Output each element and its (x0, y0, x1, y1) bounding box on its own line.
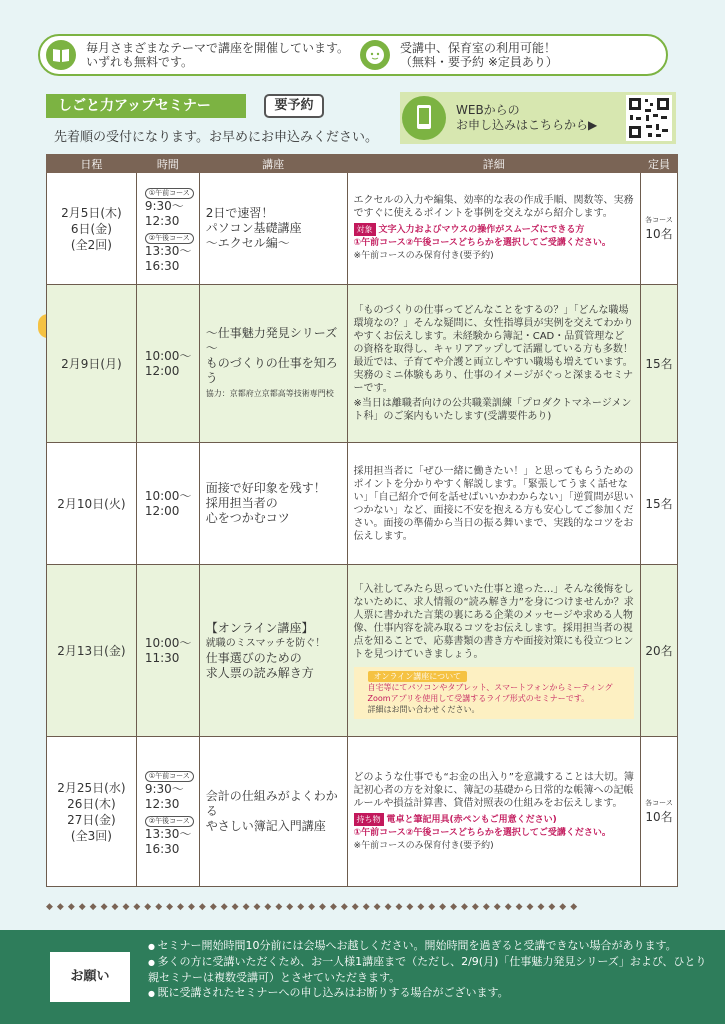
row-detail (347, 173, 640, 285)
free-notice-line2: いずれも無料です。 (86, 55, 194, 69)
course-line: やさしい簿記入門講座 (205, 819, 326, 833)
time-single: 10:00～12:00 (144, 348, 192, 378)
online-note: 詳細はお問い合わせください。 (367, 704, 480, 714)
header-time: 時間 (136, 155, 199, 173)
row-capacity (641, 173, 678, 285)
morning-course-tag: ①午前コース (145, 771, 194, 782)
book-icon (46, 40, 76, 70)
qr-code-icon[interactable] (626, 95, 672, 141)
bring-text: 電卓と筆記用具(赤ペンもご用意ください) (386, 814, 557, 825)
web-apply-line1: WEBからの (456, 103, 520, 117)
capacity-value: 20名 (645, 644, 673, 658)
header-capacity: 定員 (641, 155, 678, 173)
course-cooperation: 協力：京都府立京都高等技術専門校 (205, 389, 334, 398)
row-course (199, 173, 347, 285)
course-line: ～仕事魅力発見シリーズ～ (205, 326, 338, 355)
capacity-value: 10名 (645, 810, 673, 824)
first-come-note: 先着順の受付になります。お早めにお申込みください。 (54, 130, 378, 145)
row-course (199, 443, 347, 565)
row-date (47, 565, 137, 737)
table-row (47, 285, 678, 443)
date-line: 2月5日(木) (61, 205, 122, 220)
course-line: 2日で速習！ (205, 206, 274, 220)
capacity-value: 15名 (645, 357, 673, 371)
divider-dots: ◆◆◆◆◆◆◆◆◆◆◆◆◆◆◆◆◆◆◆◆◆◆◆◆◆◆◆◆◆◆◆◆◆◆◆◆◆◆◆◆◆◆◆◆◆◆◆◆◆ (46, 902, 582, 912)
target-text: 文字入力およびマウスの操作がスムーズにできる方 (378, 225, 585, 235)
footer-item: ● 既に受講されたセミナーへの申し込みはお断りする場合がございます。 (148, 985, 708, 1001)
online-text: 自宅等にてパソコンやタブレット、スマートフォンからミーティングZoomアプリを使用して受講するライブ形式のセミナーです。 (367, 682, 613, 703)
target-chip: 対象 (354, 223, 376, 236)
row-course (199, 285, 347, 443)
date-line: 2月10日(火) (57, 496, 126, 511)
date-line: (全2回) (70, 237, 112, 252)
capacity-each-label: 各コース (645, 216, 673, 224)
course-line: 採用担当者の (205, 496, 278, 510)
smartphone-icon (402, 96, 446, 140)
row-time (136, 565, 199, 737)
detail-text: 「ものづくりの仕事ってどんなことをするの？」「どんな職場環境なの？」そんな疑問に、女性指導員が実例を交えてわかりやすくお伝えします。未経験から簿記・CAD・品質管理などの資格を取得し、キャリアアップして活躍している方も多数！最近では、子育てや介護と両立しやすい職場も増えています。実務のミニ体験もあり、仕事のイメージがぐっと深まるセミナーです。 (353, 305, 634, 394)
date-line: 2月25日(水) (57, 780, 126, 795)
table-row (47, 173, 678, 285)
time-pm: 13:30～16:30 (144, 243, 192, 273)
time-single: 10:00～11:30 (144, 635, 192, 665)
free-notice (40, 40, 352, 70)
time-pm: 13:30～16:30 (144, 826, 192, 856)
detail-text: 「入社してみたら思っていた仕事と違った…」そんな後悔をしないために、求人情報の“読み解き力”を身につけませんか？求人票に書かれた言葉の裏にある企業のメッセージや求める人物像、仕事内容を読み取るコツをお伝えします。採用担当者の視点を知ることで、応募書類の書き方や面接対策にも役立つヒントを見つけていきましょう。 (353, 583, 634, 660)
header-course: 講座 (199, 155, 347, 173)
course-line: 就職のミスマッチを防ぐ！ (205, 637, 326, 649)
bring-chip: 持ち物 (354, 813, 384, 826)
web-apply-box[interactable] (400, 92, 676, 144)
row-time (136, 443, 199, 565)
date-line: 2月9日(月) (61, 356, 122, 371)
footer-item: ● 多くの方に受講いただくため、お一人様1講座まで（ただし、2/9(月)「仕事魅力発見シリーズ」および、ひとり親セミナーは複数受講可）とさせていただきます。 (148, 954, 708, 985)
footer-item: ● セミナー開始時間10分前には会場へお越しください。開始時間を過ぎると受講できない場合があります。 (148, 938, 708, 954)
table-header (47, 155, 678, 173)
detail-text: どのような仕事でも“お金の出入り”を意識することは大切。簿記初心者の方を対象に、簿記の基礎から日常的な帳簿への記帳ルールや損益計算書、貸借対照表の仕組みをお伝えします。 (353, 771, 634, 809)
header-detail: 詳細 (347, 155, 640, 173)
time-single: 10:00～12:00 (144, 488, 192, 518)
row-time (136, 285, 199, 443)
online-label: オンライン講座について (368, 671, 468, 682)
childcare-note: ※午前コースのみ保育付き(要予約) (353, 251, 494, 261)
detail-text: エクセルの入力や編集、効率的な表の作成手順、関数等、実務ですぐに使えるポイントを事例を交えながら紹介します。 (353, 195, 634, 219)
web-apply-line2: お申し込みはこちらから▶ (456, 118, 598, 132)
childcare-note: ※午前コースのみ保育付き(要予約) (353, 840, 494, 851)
capacity-value: 15名 (645, 497, 673, 511)
childcare-notice (352, 40, 666, 70)
row-detail (347, 737, 640, 887)
course-line: ～エクセル編～ (205, 236, 290, 250)
course-line: 【オンライン講座】 (205, 620, 314, 635)
choose-course-note: ①午前コース②午後コースどちらかを選択してご受講ください。 (353, 238, 611, 248)
row-date (47, 443, 137, 565)
row-date (47, 737, 137, 887)
row-capacity (641, 443, 678, 565)
afternoon-course-tag: ②午後コース (145, 233, 194, 244)
row-capacity (641, 737, 678, 887)
course-line: 求人票の読み解き方 (205, 665, 314, 680)
morning-course-tag: ①午前コース (145, 188, 194, 199)
capacity-value: 10名 (645, 227, 673, 241)
capacity-each-label: 各コース (645, 799, 673, 807)
course-line: 心をつかむコツ (205, 511, 290, 525)
choose-course-note: ①午前コース②午後コースどちらかを選択してご受講ください。 (353, 827, 611, 838)
childcare-line2: （無料・要予約 ※定員あり） (400, 55, 558, 69)
row-detail (347, 285, 640, 443)
time-am: 9:30～12:30 (144, 781, 184, 811)
row-date (47, 173, 137, 285)
row-time (136, 737, 199, 887)
course-line: 面接で好印象を残す！ (205, 481, 326, 495)
date-line: (全3回) (70, 828, 112, 843)
baby-face-icon (360, 40, 390, 70)
course-line: パソコン基礎講座 (205, 221, 302, 235)
online-info-box (354, 667, 634, 719)
detail-note: ※当日は離職者向けの公共職業訓練「プロダクトマネージメント科」のご案内もいたします(受講要件あり) (353, 398, 632, 422)
course-line: ものづくりの仕事を知ろう (205, 356, 338, 385)
date-line: 6日(金) (70, 221, 112, 236)
row-capacity (641, 565, 678, 737)
row-date (47, 285, 137, 443)
afternoon-course-tag: ②午後コース (145, 816, 194, 827)
detail-text: 採用担当者に「ぜひ一緒に働きたい！」と思ってもらうためのポイントを分かりやすく解説します。「緊張してうまく話せない」「自己紹介で何を話せばいいかわからない」「逆質問が思いつかない」など、面接に不安を抱える方も安心してご参加ください。面接の準備から当日の振る舞いまで、実践的なコツをお伝えします。 (353, 465, 634, 542)
row-detail (347, 443, 640, 565)
row-course (199, 565, 347, 737)
table-row (47, 443, 678, 565)
free-notice-line1: 毎月さまざまなテーマで講座を開催しています。 (86, 41, 350, 55)
row-time (136, 173, 199, 285)
section-title: しごと力アップセミナー (46, 94, 246, 118)
childcare-line1: 受講中、保育室の利用可能！ (400, 41, 557, 55)
row-detail (347, 565, 640, 737)
seminar-table (46, 154, 678, 887)
footer-label: お願い (50, 952, 130, 1002)
row-capacity (641, 285, 678, 443)
course-line: 会計の仕組みがよくわかる (205, 789, 338, 818)
header-date: 日程 (47, 155, 137, 173)
footer-list (148, 938, 708, 1001)
reservation-badge: 要予約 (264, 94, 324, 118)
footer-notice (0, 930, 725, 1024)
date-line: 26日(木) (67, 796, 116, 811)
table-row (47, 737, 678, 887)
row-course (199, 737, 347, 887)
time-am: 9:30～12:30 (144, 198, 184, 228)
course-line: 仕事選びのための (205, 650, 302, 665)
date-line: 2月13日(金) (57, 643, 126, 658)
date-line: 27日(金) (67, 812, 116, 827)
table-row (47, 565, 678, 737)
info-banner (38, 34, 668, 76)
